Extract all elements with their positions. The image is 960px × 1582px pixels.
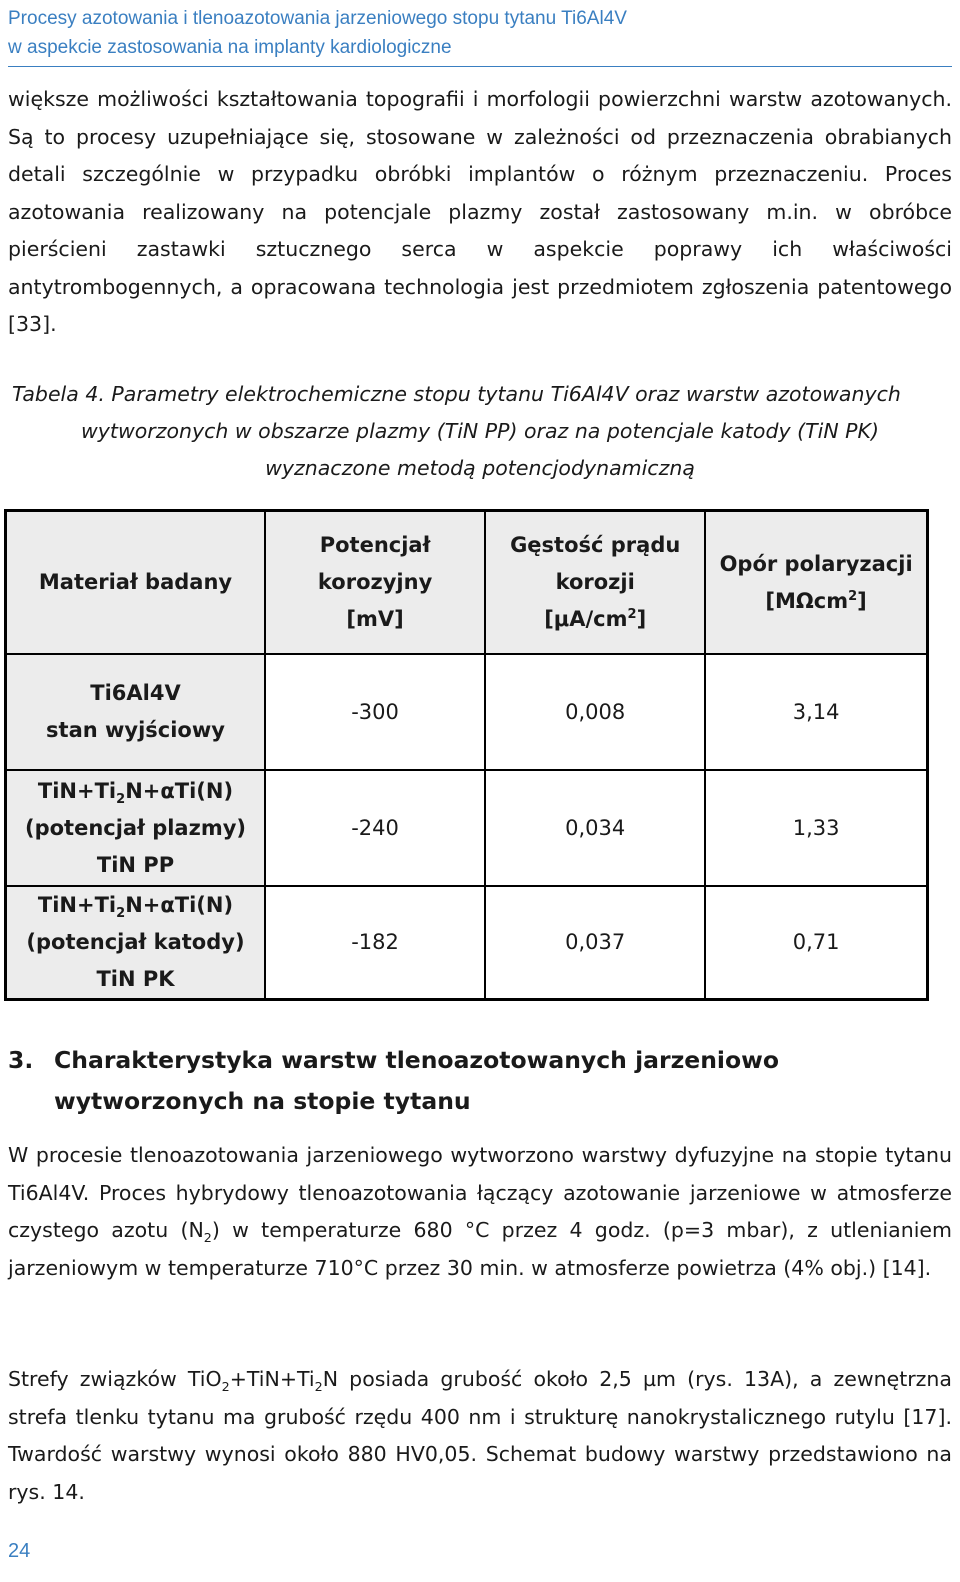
header-line-1: Procesy azotowania i tlenoazotowania jarzeniowego stopu tytanu Ti6Al4V — [8, 8, 627, 29]
table-row — [6, 886, 928, 1000]
paragraph-intro-text: większe możliwości kształtowania topografii i morfologii powierzchni warstw azotowanych. Są to procesy uzupełniające się, stosowane w zależności od przeznaczenia obrabianych detali szczególnie w przypadku obróbki implantów o różnym przeznaczeniu. Proces azotowania realizowany na potencjale plazmy został zastosowany m.in. w obróbce pierścieni zastawki sztucznego serca w aspekcie poprawy ich właściwości antytrombogennych, a opracowana technologia jest przedmiotem zgłoszenia patentowego [33]. — [8, 87, 952, 336]
header-line-2: w aspekcie zastosowania na implanty kardiologiczne — [8, 37, 452, 58]
caption-line-2: wytworzonych w obszarze plazmy (TiN PP) oraz na potencjale katody (TiN PK) — [81, 419, 879, 443]
caption-line-3: wyznaczone metodą potencjodynamiczną — [265, 456, 695, 480]
row-resistance: 0,71 — [705, 886, 927, 1000]
row-potential: -240 — [265, 770, 485, 886]
running-header — [8, 4, 952, 67]
row-potential: -182 — [265, 886, 485, 1000]
section-title: Charakterystyka warstw tlenoazotowanych jarzeniowo wytworzonych na stopie tytanu — [54, 1046, 779, 1115]
paragraph-process-text: W procesie tlenoazotowania jarzeniowego wytworzono warstwy dyfuzyjne na stopie tytanu Ti6Al4V. Proces hybrydowy tlenoazotowania łączący azotowanie jarzeniowe w atmosferze czystego azotu $(N_2)$ w temperaturze 680 °C przez 4 godz. (p=3 mbar), z utlenianiem jarzeniowym w temperaturze 710°C przez 30 min. w atmosferze powietrza (4% obj.) [14]. — [8, 1143, 952, 1280]
header-polarization-resistance: Opór polaryzacji [MΩcm$^2$] — [705, 511, 927, 655]
section-number: 3. — [8, 1046, 34, 1074]
row-current-density: 0,037 — [485, 886, 705, 1000]
page-number: 24 — [8, 1540, 31, 1562]
row-current-density: 0,008 — [485, 654, 705, 770]
table-caption — [8, 376, 952, 487]
header-material: Materiał badany — [6, 511, 266, 655]
row-current-density: 0,034 — [485, 770, 705, 886]
electrochemical-parameters-table — [4, 509, 929, 1001]
table-row — [6, 654, 928, 770]
row-potential: -300 — [265, 654, 485, 770]
header-current-density: Gęstość prądu korozji $[\mu A/cm^2]$ — [485, 511, 705, 655]
paragraph-structure-text: Strefy związków $TiO_2+TiN+Ti_2N$ posiada grubość około 2,5 µm (rys. 13A), a zewnętrzna strefa tlenku tytanu ma grubość rzędu 400 nm i strukturę nanokrystalicznego rutylu [17]. Twardość warstwy wynosi około 880 HV0,05. Schemat budowy warstwy przedstawiono na rys. 14. — [8, 1367, 952, 1504]
section-heading — [8, 1040, 952, 1122]
table-row — [6, 770, 928, 886]
row-resistance: 1,33 — [705, 770, 927, 886]
row-material: $TiN+Ti_2N+\alpha Ti(N)$ (potencjał katody) TiN PK — [6, 886, 266, 1000]
paragraph-intro — [8, 81, 952, 344]
row-material: $TiN+Ti_2N+\alpha Ti(N)$ (potencjał plazmy) TiN PP — [6, 770, 266, 886]
row-resistance: 3,14 — [705, 654, 927, 770]
caption-line-1: Tabela 4. Parametry elektrochemiczne stopu tytanu Ti6Al4V oraz warstw azotowanych — [12, 382, 901, 406]
row-material: Ti6Al4V stan wyjściowy — [6, 654, 266, 770]
table-header-row — [6, 511, 928, 655]
paragraph-process — [8, 1137, 952, 1287]
header-potential: Potencjał korozyjny [mV] — [265, 511, 485, 655]
paragraph-structure — [8, 1361, 952, 1511]
